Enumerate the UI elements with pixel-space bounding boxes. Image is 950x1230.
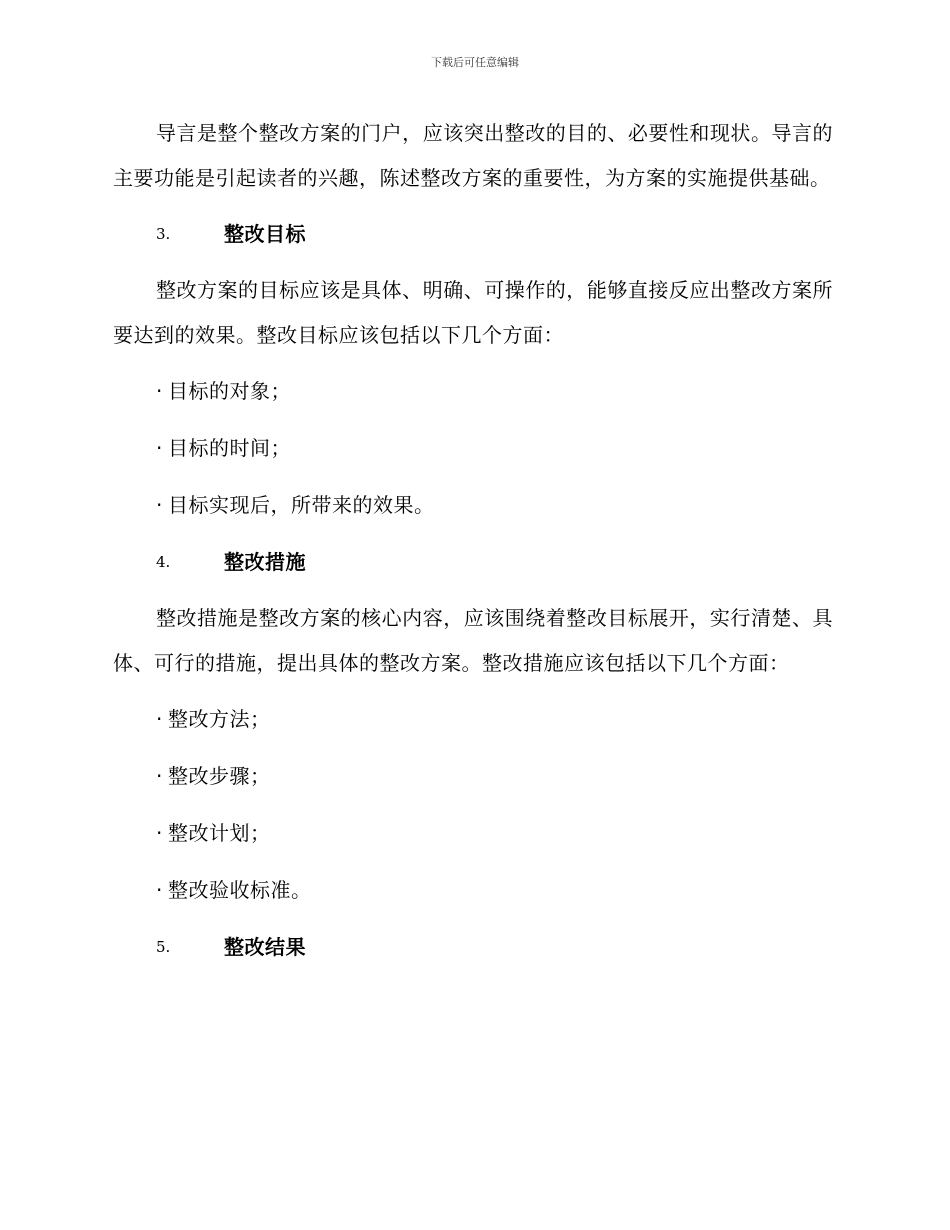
section-title: 整改结果 [224, 935, 306, 959]
bullet-icon: · [156, 436, 163, 460]
list-item [113, 369, 833, 414]
document-body [113, 111, 833, 981]
list-item-text: 目标的时间； [168, 436, 291, 460]
list-item [113, 426, 833, 471]
bullet-icon: · [156, 707, 163, 731]
list-item [113, 754, 833, 799]
list-item-text: 整改方法； [168, 707, 271, 731]
list-item [113, 483, 833, 528]
section-heading-4 [113, 540, 833, 585]
bullet-icon: · [156, 878, 163, 902]
section-4-paragraph: 整改措施是整改方案的核心内容，应该围绕着整改目标展开，实行清楚、具体、可行的措施，提出具体的整改方案。整改措施应该包括以下几个方面： [113, 606, 833, 675]
section-number: 3. [156, 225, 171, 243]
section-heading-3 [113, 212, 833, 257]
list-item-text: 整改步骤； [168, 764, 271, 788]
list-item-text: 目标实现后，所带来的效果。 [168, 493, 435, 517]
list-item [113, 811, 833, 856]
bullet-icon: · [156, 821, 163, 845]
list-item-text: 整改计划； [168, 821, 271, 845]
list-item [113, 697, 833, 742]
list-item-text: 整改验收标准。 [168, 878, 312, 902]
section-title: 整改措施 [224, 550, 306, 574]
section-heading-5 [113, 925, 833, 970]
section-number: 4. [156, 553, 171, 571]
section-3-paragraph: 整改方案的目标应该是具体、明确、可操作的，能够直接反应出整改方案所要达到的效果。整改目标应该包括以下几个方面： [113, 278, 833, 347]
section-title: 整改目标 [224, 222, 306, 246]
list-item-text: 目标的对象； [168, 379, 291, 403]
bullet-icon: · [156, 493, 163, 517]
list-item [113, 868, 833, 913]
intro-paragraph: 导言是整个整改方案的门户，应该突出整改的目的、必要性和现状。导言的主要功能是引起读者的兴趣，陈述整改方案的重要性，为方案的实施提供基础。 [113, 121, 833, 190]
section-number: 5. [156, 938, 171, 956]
bullet-icon: · [156, 379, 163, 403]
bullet-icon: · [156, 764, 163, 788]
page-header: 下载后可任意编辑 [431, 56, 519, 69]
